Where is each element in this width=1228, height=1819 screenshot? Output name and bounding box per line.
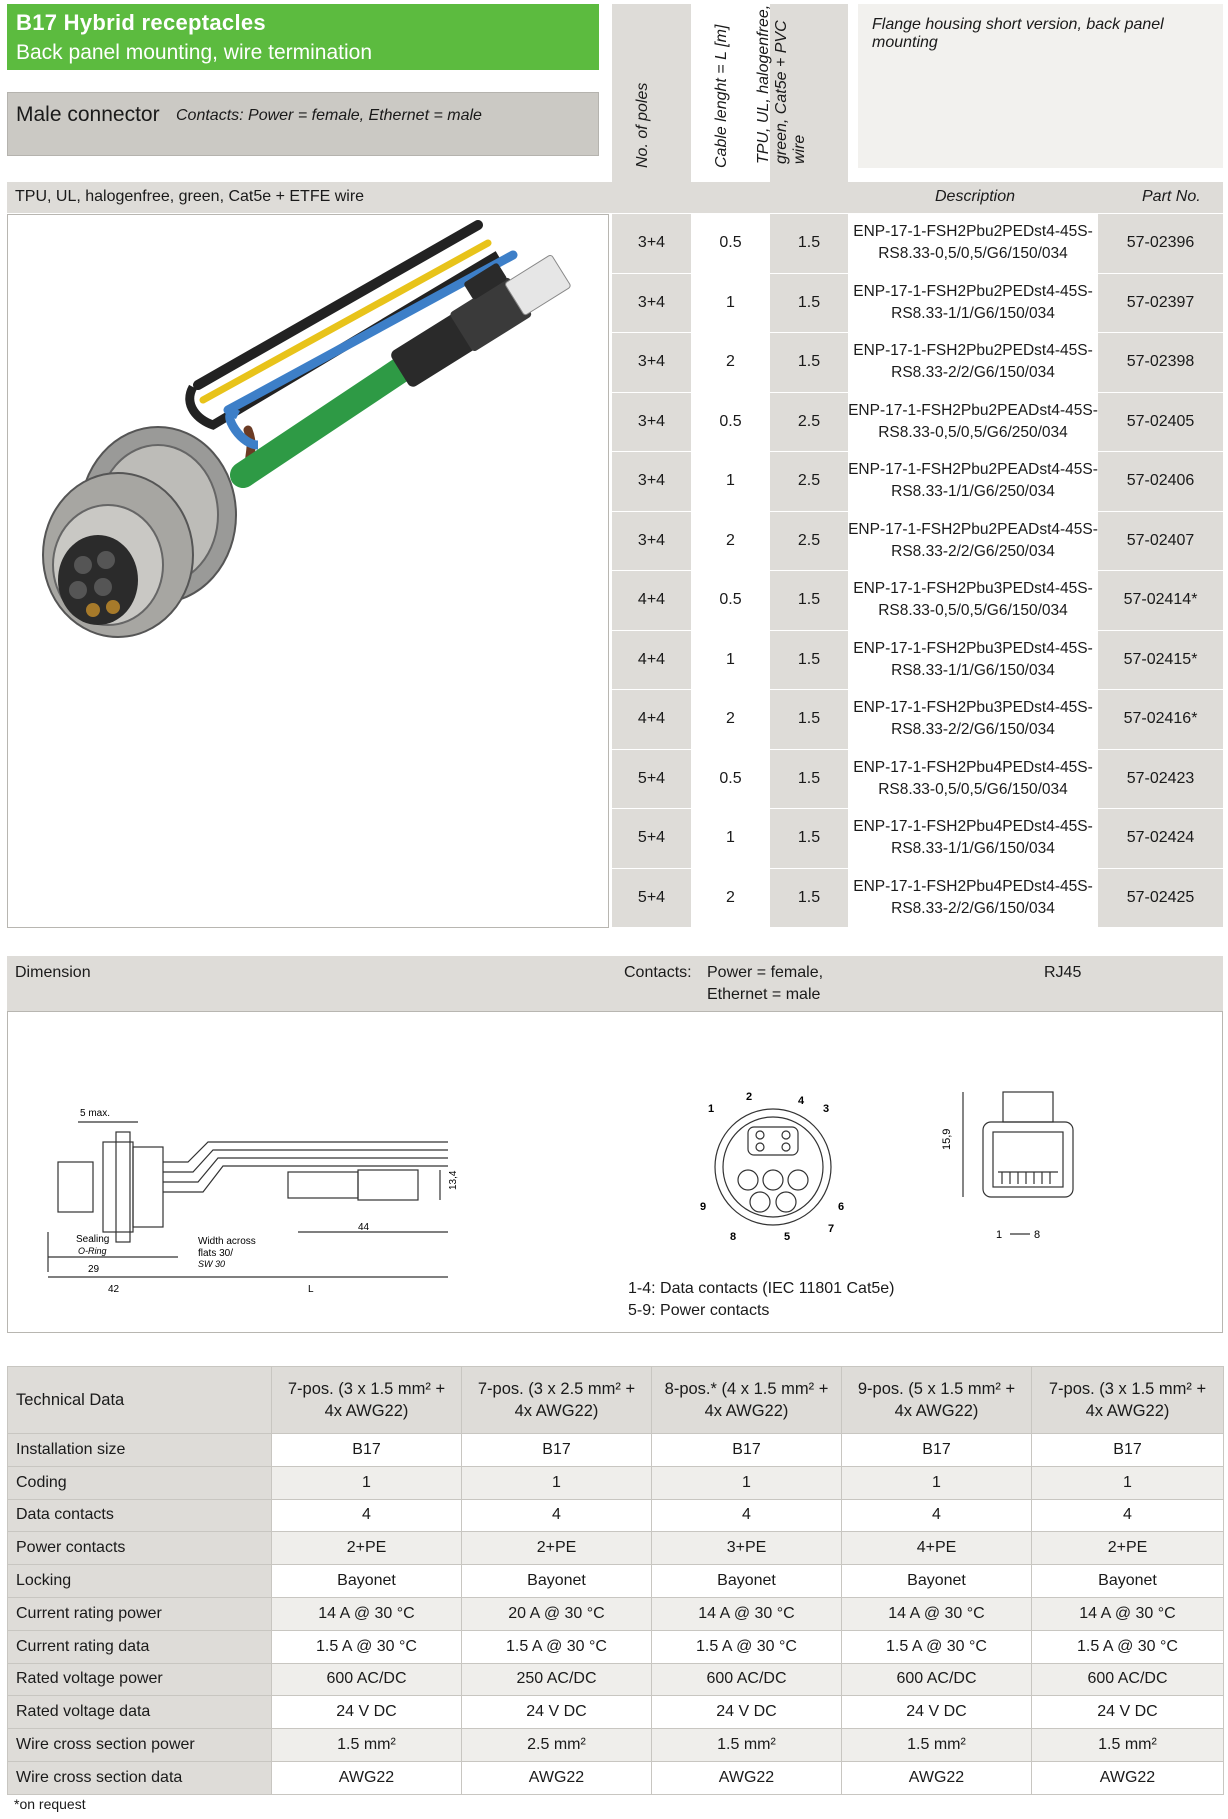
product-row bbox=[612, 333, 1223, 393]
tech-row bbox=[8, 1630, 1224, 1663]
cell-description bbox=[848, 571, 1098, 631]
description-line-1: ENP-17-1-FSH2Pbu2PEDst4-45S- bbox=[853, 223, 1093, 241]
tech-cell: B17 bbox=[1032, 1434, 1224, 1467]
tech-cell: 1.5 mm² bbox=[1032, 1729, 1224, 1762]
tech-cell: AWG22 bbox=[842, 1761, 1032, 1794]
pin-8: 8 bbox=[730, 1231, 737, 1243]
tech-row-label: Data contacts bbox=[8, 1499, 272, 1532]
description-line-1: ENP-17-1-FSH2Pbu2PEADst4-45S- bbox=[848, 461, 1098, 479]
rj-pin-1: 1 bbox=[996, 1229, 1003, 1241]
description-line-1: ENP-17-1-FSH2Pbu2PEADst4-45S- bbox=[848, 401, 1098, 419]
tech-row-label: Rated voltage data bbox=[8, 1696, 272, 1729]
cell-description bbox=[848, 630, 1098, 690]
tech-cell: AWG22 bbox=[1032, 1761, 1224, 1794]
tech-cell: 1.5 mm² bbox=[272, 1729, 462, 1762]
dim-15-9: 15,9 bbox=[941, 1128, 953, 1150]
tech-cell: 24 V DC bbox=[652, 1696, 842, 1729]
cell-wire: 1.5 bbox=[770, 273, 848, 333]
dim-29: 29 bbox=[88, 1264, 100, 1275]
tech-header-row bbox=[8, 1367, 1224, 1434]
cell-part-no: 57-02414* bbox=[1098, 571, 1223, 631]
flange-note-box bbox=[858, 4, 1223, 168]
cell-poles: 3+4 bbox=[612, 392, 691, 452]
cell-poles: 4+4 bbox=[612, 571, 691, 631]
cell-length: 2 bbox=[691, 333, 770, 393]
product-row bbox=[612, 690, 1223, 750]
tech-cell: 1 bbox=[652, 1466, 842, 1499]
col-poles-label: No. of poles bbox=[633, 82, 651, 168]
tech-cell: 250 AC/DC bbox=[462, 1663, 652, 1696]
pin-5: 5 bbox=[784, 1231, 791, 1243]
tech-cell: 1.5 A @ 30 °C bbox=[272, 1630, 462, 1663]
tech-cell: 24 V DC bbox=[272, 1696, 462, 1729]
contacts-label: Contacts: bbox=[624, 964, 692, 981]
cell-length: 1 bbox=[691, 452, 770, 512]
tech-row-label: Wire cross section power bbox=[8, 1729, 272, 1762]
tech-cell: 20 A @ 30 °C bbox=[462, 1597, 652, 1630]
tech-column-header-line-2: 4x AWG22) bbox=[324, 1402, 409, 1420]
connector-banner bbox=[7, 92, 599, 156]
footnote: *on request bbox=[14, 1796, 86, 1812]
tech-cell: AWG22 bbox=[272, 1761, 462, 1794]
tech-cell: 1 bbox=[1032, 1466, 1224, 1499]
technical-data-table bbox=[7, 1366, 1224, 1795]
contact-notes bbox=[628, 1278, 895, 1322]
cell-wire: 1.5 bbox=[770, 214, 848, 273]
cell-wire: 1.5 bbox=[770, 571, 848, 631]
cell-part-no: 57-02397 bbox=[1098, 273, 1223, 333]
title-banner bbox=[7, 4, 599, 70]
cell-poles: 3+4 bbox=[612, 273, 691, 333]
tech-row-label: Locking bbox=[8, 1565, 272, 1598]
tech-row bbox=[8, 1696, 1224, 1729]
tech-cell: 2+PE bbox=[272, 1532, 462, 1565]
product-row bbox=[612, 571, 1223, 631]
tech-cell: B17 bbox=[462, 1434, 652, 1467]
dimension-title: Dimension bbox=[15, 964, 91, 981]
cell-description bbox=[848, 868, 1098, 928]
product-row bbox=[612, 868, 1223, 928]
tech-cell: 2+PE bbox=[1032, 1532, 1224, 1565]
cell-poles: 3+4 bbox=[612, 333, 691, 393]
description-line-1: ENP-17-1-FSH2Pbu2PEDst4-45S- bbox=[853, 342, 1093, 360]
tech-row bbox=[8, 1597, 1224, 1630]
description-line-1: ENP-17-1-FSH2Pbu4PEDst4-45S- bbox=[853, 877, 1093, 895]
product-row bbox=[612, 630, 1223, 690]
side-view-drawing bbox=[28, 1072, 488, 1302]
tech-cell: 1.5 A @ 30 °C bbox=[842, 1630, 1032, 1663]
cell-wire: 1.5 bbox=[770, 630, 848, 690]
cell-part-no: 57-02425 bbox=[1098, 868, 1223, 928]
cell-poles: 3+4 bbox=[612, 452, 691, 512]
description-line-2: RS8.33-0,5/0,5/G6/150/034 bbox=[878, 780, 1068, 798]
tech-cell: 1 bbox=[272, 1466, 462, 1499]
tech-cell: 1 bbox=[462, 1466, 652, 1499]
dim-oring: O-Ring bbox=[78, 1246, 107, 1256]
tech-cell: 4 bbox=[1032, 1499, 1224, 1532]
tech-cell: B17 bbox=[652, 1434, 842, 1467]
dim-13-4: 13,4 bbox=[448, 1170, 459, 1190]
cell-poles: 5+4 bbox=[612, 868, 691, 928]
tech-column-header-line-2: 4x AWG22) bbox=[704, 1402, 789, 1420]
tech-row bbox=[8, 1729, 1224, 1762]
tech-row-label: Power contacts bbox=[8, 1532, 272, 1565]
cell-part-no: 57-02396 bbox=[1098, 214, 1223, 273]
tech-column-header bbox=[1032, 1367, 1224, 1434]
cell-wire: 2.5 bbox=[770, 511, 848, 571]
tech-cell: 1.5 A @ 30 °C bbox=[652, 1630, 842, 1663]
cell-poles: 5+4 bbox=[612, 749, 691, 809]
product-row bbox=[612, 214, 1223, 273]
pin-layout-drawing bbox=[688, 1082, 858, 1242]
dimension-drawing-box bbox=[7, 1011, 1223, 1333]
dim-sw: SW 30 bbox=[198, 1259, 226, 1269]
page-subtitle: Back panel mounting, wire termination bbox=[16, 41, 373, 64]
tech-cell: 14 A @ 30 °C bbox=[652, 1597, 842, 1630]
tech-column-header-line-1: 7-pos. (3 x 1.5 mm² + bbox=[1048, 1380, 1207, 1398]
cell-length: 0.5 bbox=[691, 749, 770, 809]
connector-illustration bbox=[8, 215, 608, 927]
cell-part-no: 57-02416* bbox=[1098, 690, 1223, 750]
tech-column-header-line-2: 4x AWG22) bbox=[894, 1402, 979, 1420]
cell-length: 2 bbox=[691, 690, 770, 750]
cable-spec: TPU, UL, halogenfree, green, Cat5e + ETFE wire bbox=[15, 188, 365, 205]
tech-column-header bbox=[842, 1367, 1032, 1434]
description-line-2: RS8.33-0,5/0,5/G6/150/034 bbox=[878, 602, 1068, 620]
tech-row-label: Installation size bbox=[8, 1434, 272, 1467]
product-row bbox=[612, 511, 1223, 571]
tech-cell: 4+PE bbox=[842, 1532, 1032, 1565]
cell-description bbox=[848, 809, 1098, 869]
tech-row bbox=[8, 1466, 1224, 1499]
tech-column-header-line-1: 7-pos. (3 x 2.5 mm² + bbox=[477, 1380, 636, 1398]
cell-description bbox=[848, 452, 1098, 512]
dim-flats: flats 30/ bbox=[198, 1248, 234, 1259]
cell-wire: 1.5 bbox=[770, 333, 848, 393]
pin-6: 6 bbox=[838, 1201, 845, 1213]
cell-description bbox=[848, 690, 1098, 750]
description-line-2: RS8.33-2/2/G6/150/034 bbox=[891, 721, 1055, 739]
tech-cell: 4 bbox=[462, 1499, 652, 1532]
col-header-wire bbox=[755, 4, 848, 182]
description-line-2: RS8.33-2/2/G6/150/034 bbox=[891, 899, 1055, 917]
cell-poles: 3+4 bbox=[612, 214, 691, 273]
tech-cell: AWG22 bbox=[462, 1761, 652, 1794]
rj45-label: RJ45 bbox=[1044, 964, 1082, 981]
cell-part-no: 57-02423 bbox=[1098, 749, 1223, 809]
dimension-header bbox=[7, 956, 1223, 1011]
cell-poles: 3+4 bbox=[612, 511, 691, 571]
tech-cell: 4 bbox=[842, 1499, 1032, 1532]
cell-length: 1 bbox=[691, 273, 770, 333]
cell-description bbox=[848, 749, 1098, 809]
tech-row bbox=[8, 1565, 1224, 1598]
product-image bbox=[7, 214, 609, 928]
tech-cell: 24 V DC bbox=[842, 1696, 1032, 1729]
tech-row bbox=[8, 1434, 1224, 1467]
rj-pin-8: 8 bbox=[1034, 1229, 1041, 1241]
cell-description bbox=[848, 273, 1098, 333]
pin-9: 9 bbox=[700, 1201, 707, 1213]
connector-label: Male connector bbox=[16, 103, 160, 126]
dim-5max: 5 max. bbox=[80, 1108, 111, 1119]
tech-cell: AWG22 bbox=[652, 1761, 842, 1794]
cell-description bbox=[848, 392, 1098, 452]
pin-1: 1 bbox=[708, 1103, 715, 1115]
description-line-1: ENP-17-1-FSH2Pbu3PEDst4-45S- bbox=[853, 639, 1093, 657]
tech-cell: B17 bbox=[842, 1434, 1032, 1467]
tech-cell: 1.5 mm² bbox=[842, 1729, 1032, 1762]
col-partno-label: Part No. bbox=[1142, 188, 1201, 205]
tech-cell: 14 A @ 30 °C bbox=[842, 1597, 1032, 1630]
pin-4: 4 bbox=[798, 1095, 805, 1107]
tech-title: Technical Data bbox=[8, 1367, 272, 1434]
product-row bbox=[612, 452, 1223, 512]
tech-row-label: Current rating power bbox=[8, 1597, 272, 1630]
tech-column-header bbox=[462, 1367, 652, 1434]
cell-wire: 2.5 bbox=[770, 452, 848, 512]
tech-column-header bbox=[652, 1367, 842, 1434]
cell-length: 1 bbox=[691, 630, 770, 690]
tech-cell: 2.5 mm² bbox=[462, 1729, 652, 1762]
flange-note: Flange housing short version, back panel mounting bbox=[872, 16, 1164, 51]
tech-row bbox=[8, 1663, 1224, 1696]
tech-column-header-line-1: 9-pos. (5 x 1.5 mm² + bbox=[857, 1380, 1016, 1398]
tech-cell: Bayonet bbox=[462, 1565, 652, 1598]
description-line-2: RS8.33-2/2/G6/250/034 bbox=[891, 542, 1055, 560]
col-description-label: Description bbox=[935, 188, 1016, 205]
tech-cell: 4 bbox=[652, 1499, 842, 1532]
cell-length: 0.5 bbox=[691, 392, 770, 452]
description-line-1: ENP-17-1-FSH2Pbu4PEDst4-45S- bbox=[853, 758, 1093, 776]
tech-row bbox=[8, 1499, 1224, 1532]
col-header-poles bbox=[612, 4, 691, 182]
cell-description bbox=[848, 333, 1098, 393]
product-row bbox=[612, 273, 1223, 333]
col-length-label: Cable lenght = L [m] bbox=[712, 24, 730, 168]
description-line-2: RS8.33-1/1/G6/150/034 bbox=[891, 661, 1055, 679]
page-title: B17 Hybrid receptacles bbox=[16, 10, 266, 35]
description-line-2: RS8.33-1/1/G6/150/034 bbox=[891, 304, 1055, 322]
tech-cell: B17 bbox=[272, 1434, 462, 1467]
cell-poles: 4+4 bbox=[612, 630, 691, 690]
description-line-2: RS8.33-1/1/G6/150/034 bbox=[891, 840, 1055, 858]
product-row bbox=[612, 392, 1223, 452]
cell-description bbox=[848, 511, 1098, 571]
cell-description bbox=[848, 214, 1098, 273]
tech-cell: 600 AC/DC bbox=[1032, 1663, 1224, 1696]
tech-cell: 2+PE bbox=[462, 1532, 652, 1565]
cell-poles: 5+4 bbox=[612, 809, 691, 869]
cell-wire: 1.5 bbox=[770, 690, 848, 750]
contacts-power: Power = female, bbox=[707, 964, 824, 981]
tech-column-header-line-2: 4x AWG22) bbox=[1085, 1402, 1170, 1420]
pin-2: 2 bbox=[746, 1091, 753, 1103]
description-line-2: RS8.33-0,5/0,5/G6/250/034 bbox=[878, 423, 1068, 441]
rj45-drawing bbox=[941, 1082, 1078, 1262]
contacts-ethernet: Ethernet = male bbox=[707, 986, 821, 1003]
cell-part-no: 57-02398 bbox=[1098, 333, 1223, 393]
tech-row-label: Current rating data bbox=[8, 1630, 272, 1663]
description-line-1: ENP-17-1-FSH2Pbu2PEADst4-45S- bbox=[848, 520, 1098, 538]
tech-cell: 600 AC/DC bbox=[272, 1663, 462, 1696]
cell-wire: 1.5 bbox=[770, 868, 848, 928]
cell-wire: 2.5 bbox=[770, 392, 848, 452]
note-power-contacts: 5-9: Power contacts bbox=[628, 1302, 770, 1319]
tech-cell: Bayonet bbox=[652, 1565, 842, 1598]
cell-wire: 1.5 bbox=[770, 749, 848, 809]
tech-cell: Bayonet bbox=[1032, 1565, 1224, 1598]
cell-part-no: 57-02424 bbox=[1098, 809, 1223, 869]
tech-cell: 600 AC/DC bbox=[652, 1663, 842, 1696]
tech-cell: 24 V DC bbox=[1032, 1696, 1224, 1729]
cell-length: 1 bbox=[691, 809, 770, 869]
cell-poles: 4+4 bbox=[612, 690, 691, 750]
col-wire-label: TPU, UL, halogenfree, green, Cat5e + PVC wire bbox=[755, 4, 808, 164]
cell-length: 0.5 bbox=[691, 571, 770, 631]
contacts-note: Contacts: Power = female, Ethernet = male bbox=[176, 107, 482, 124]
description-line-1: ENP-17-1-FSH2Pbu2PEDst4-45S- bbox=[853, 282, 1093, 300]
tech-cell: 4 bbox=[272, 1499, 462, 1532]
tech-cell: 14 A @ 30 °C bbox=[272, 1597, 462, 1630]
cell-length: 0.5 bbox=[691, 214, 770, 273]
tech-column-header-line-1: 7-pos. (3 x 1.5 mm² + bbox=[287, 1380, 446, 1398]
description-line-2: RS8.33-2/2/G6/150/034 bbox=[891, 364, 1055, 382]
tech-column-header-line-2: 4x AWG22) bbox=[514, 1402, 599, 1420]
tech-cell: Bayonet bbox=[272, 1565, 462, 1598]
tech-row-label: Rated voltage power bbox=[8, 1663, 272, 1696]
dim-L: L bbox=[308, 1284, 314, 1295]
tech-cell: 14 A @ 30 °C bbox=[1032, 1597, 1224, 1630]
description-line-1: ENP-17-1-FSH2Pbu3PEDst4-45S- bbox=[853, 699, 1093, 717]
cell-part-no: 57-02407 bbox=[1098, 511, 1223, 571]
table-subheader bbox=[7, 182, 1223, 213]
tech-cell: 1.5 mm² bbox=[652, 1729, 842, 1762]
tech-row-label: Wire cross section data bbox=[8, 1761, 272, 1794]
tech-cell: Bayonet bbox=[842, 1565, 1032, 1598]
product-table bbox=[612, 214, 1223, 928]
tech-cell: 3+PE bbox=[652, 1532, 842, 1565]
cell-part-no: 57-02406 bbox=[1098, 452, 1223, 512]
cell-length: 2 bbox=[691, 868, 770, 928]
cell-part-no: 57-02415* bbox=[1098, 630, 1223, 690]
tech-row bbox=[8, 1532, 1224, 1565]
description-line-1: ENP-17-1-FSH2Pbu3PEDst4-45S- bbox=[853, 580, 1093, 598]
pin-7: 7 bbox=[828, 1223, 835, 1235]
tech-cell: 600 AC/DC bbox=[842, 1663, 1032, 1696]
description-line-1: ENP-17-1-FSH2Pbu4PEDst4-45S- bbox=[853, 818, 1093, 836]
tech-cell: 1 bbox=[842, 1466, 1032, 1499]
dim-42: 42 bbox=[108, 1284, 120, 1295]
tech-column-header bbox=[272, 1367, 462, 1434]
cell-wire: 1.5 bbox=[770, 809, 848, 869]
tech-cell: 1.5 A @ 30 °C bbox=[462, 1630, 652, 1663]
product-row bbox=[612, 809, 1223, 869]
dim-width-across: Width across bbox=[198, 1236, 256, 1247]
description-line-2: RS8.33-0,5/0,5/G6/150/034 bbox=[878, 245, 1068, 263]
dim-sealing: Sealing bbox=[76, 1234, 110, 1245]
tech-cell: 1.5 A @ 30 °C bbox=[1032, 1630, 1224, 1663]
dim-44: 44 bbox=[358, 1222, 370, 1233]
note-data-contacts: 1-4: Data contacts (IEC 11801 Cat5e) bbox=[628, 1280, 895, 1297]
product-row bbox=[612, 749, 1223, 809]
tech-row-label: Coding bbox=[8, 1466, 272, 1499]
pin-3: 3 bbox=[823, 1103, 830, 1115]
cell-length: 2 bbox=[691, 511, 770, 571]
tech-cell: 24 V DC bbox=[462, 1696, 652, 1729]
cell-part-no: 57-02405 bbox=[1098, 392, 1223, 452]
tech-column-header-line-1: 8-pos.* (4 x 1.5 mm² + bbox=[664, 1380, 829, 1398]
description-line-2: RS8.33-1/1/G6/250/034 bbox=[891, 483, 1055, 501]
tech-row bbox=[8, 1761, 1224, 1794]
